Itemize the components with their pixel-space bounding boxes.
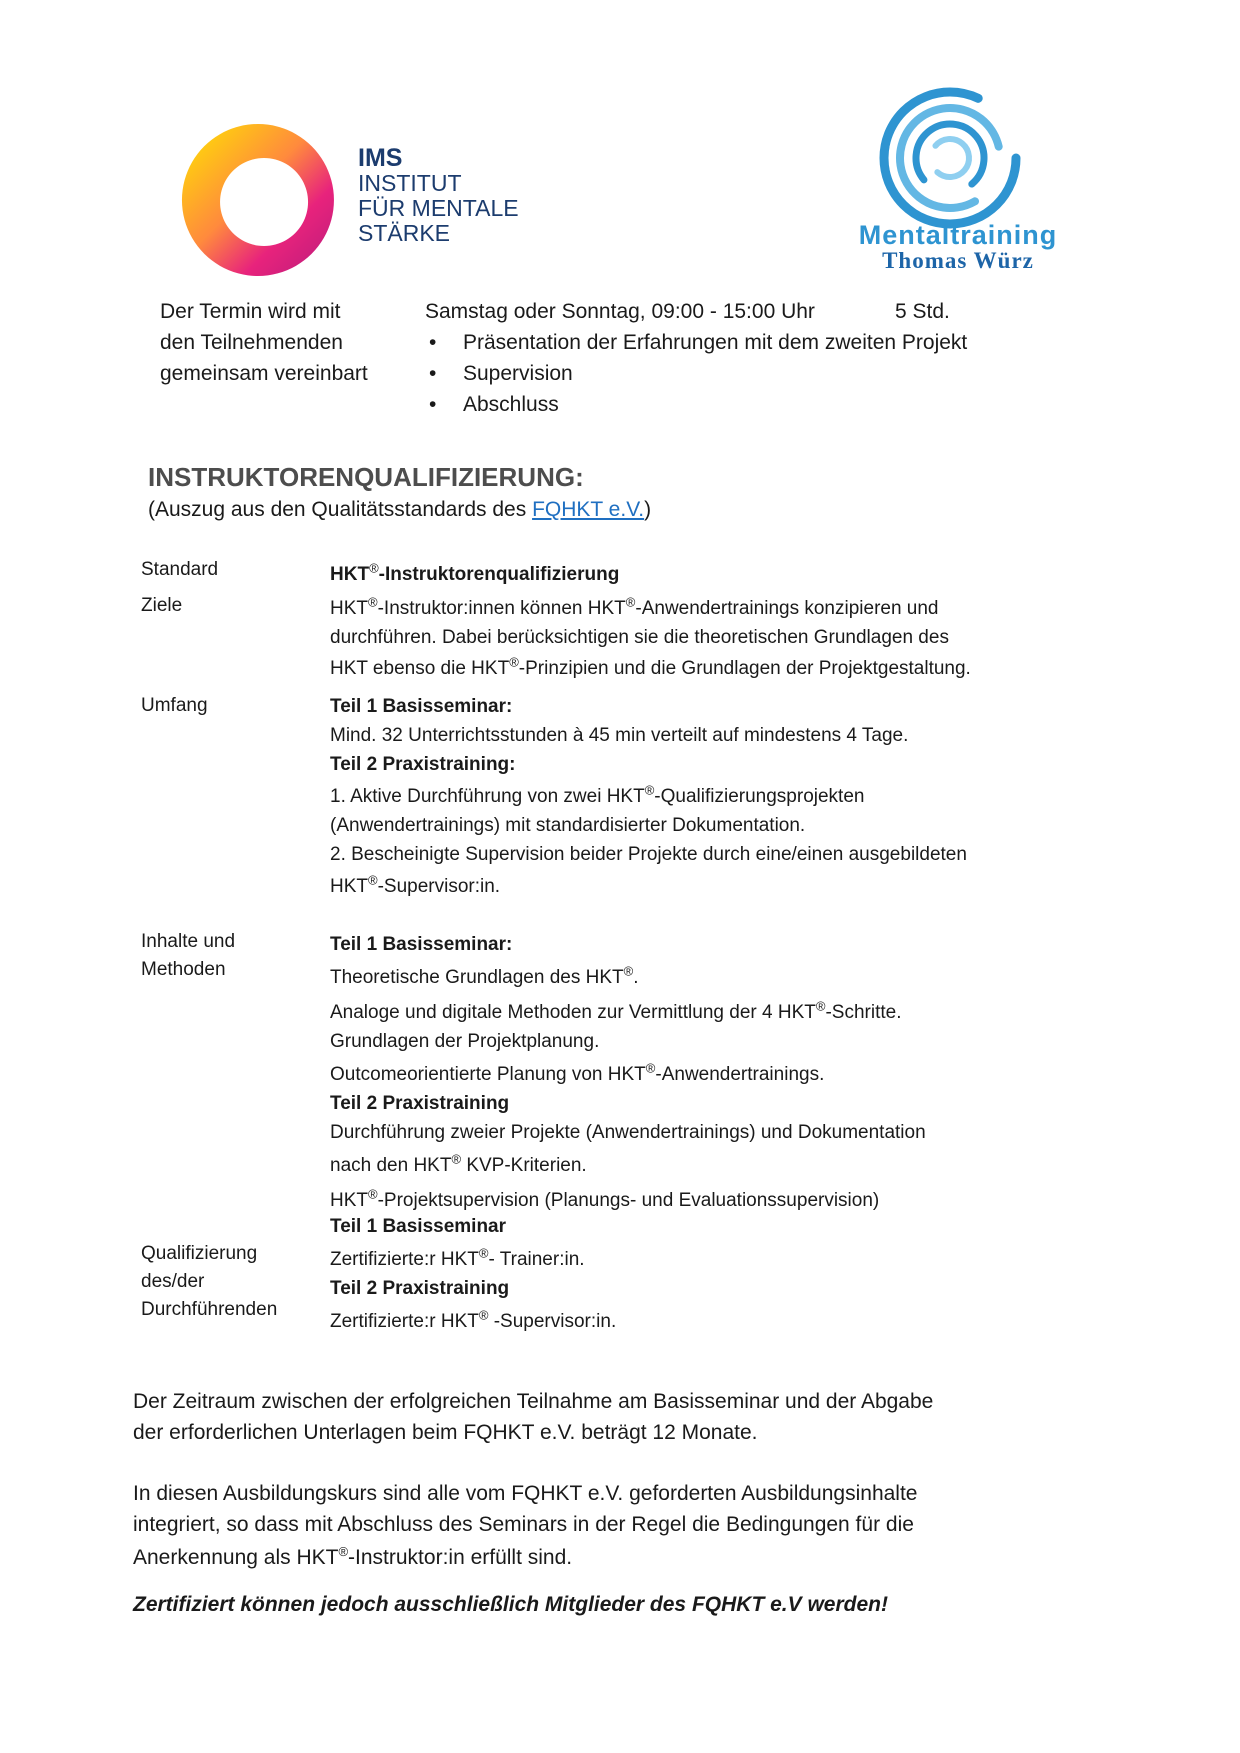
list-item: • Präsentation der Erfahrungen mit dem zweiten Projekt (425, 327, 1145, 358)
schedule-list (425, 327, 1145, 420)
label-ziele: Ziele (141, 595, 183, 616)
label-standard: Standard (141, 559, 219, 580)
ims-line1: INSTITUT (358, 170, 462, 196)
umfang-content: Teil 1 Basisseminar: Mind. 32 Unterrichtsstunden à 45 min verteilt auf mindestens 4 Tage. Teil 2 Praxistraining: 1. Aktive Durchführung von zwei HKT®-Qualifizierungsprojekten (Anwendertrainings) mit standardisierter Dokumentation. 2. Bescheinigte Supervision beider Projekte durch eine/einen ausgebildeten HKT®-Supervisor:in. (330, 696, 967, 897)
standard-title: HKT®-Instruktorenqualifizierung (330, 560, 620, 585)
paragraph-zeitraum: Der Zeitraum zwischen der erfolgreichen Teilnahme am Basisseminar und der Abgabe der erforderlichen Unterlagen beim FQHKT e.V. beträgt 12 Monate. (133, 1390, 934, 1444)
section-subtitle: (Auszug aus den Qualitätsstandards des FQHKT e.V.) (148, 498, 652, 521)
ims-wordmark (358, 146, 519, 246)
label-umfang: Umfang (141, 695, 208, 716)
inhalte-content: Teil 1 Basisseminar: Theoretische Grundlagen des HKT®. Analoge und digitale Methoden zur Vermittlung der 4 HKT®-Schritte. Grundlagen der Projektplanung. Outcomeorientierte Planung von HKT®-Anwendertrainings. Teil 2 Praxistraining Durchführung zweier Projekte (Anwendertrainings) und Dokumentation nach den HKT® KVP-Kriterien. HKT®-Projektsupervision (Planungs- und Evaluationssupervision) (330, 934, 926, 1211)
paragraph-ausbildung: In diesen Ausbildungskurs sind alle vom FQHKT e.V. geforderten Ausbildungsinhalte integriert, so dass mit Abschluss des Seminars in der Regel die Bedingungen für die Anerkennung als HKT®-Instruktor:in erfüllt sind. (133, 1482, 918, 1569)
ims-line3: STÄRKE (358, 220, 451, 246)
ims-abbr: IMS (358, 144, 403, 172)
schedule-details (425, 296, 1145, 420)
mentaltraining-owner: Thomas Würz (882, 248, 1034, 273)
schedule-note: Der Termin wird mit den Teilnehmenden gemeinsam vereinbart (160, 300, 368, 385)
section-title: INSTRUKTORENQUALIFIZIERUNG: (148, 462, 584, 492)
list-item: • Supervision (425, 358, 1145, 389)
mentaltraining-spiral-logo (876, 84, 1024, 232)
ziele-content: HKT®-Instruktor:innen können HKT®-Anwendertrainings konzipieren und durchführen. Dabei berücksichtigen sie die theoretischen Grundlagen des HKT ebenso die HKT®-Prinzipien und die Grundlagen der Projektgestaltung. (330, 594, 971, 679)
ims-ring-logo (178, 120, 338, 280)
list-item: • Abschluss (425, 389, 1145, 420)
qualifizierung-content: Teil 1 Basisseminar Zertifizierte:r HKT®- Trainer:in. Teil 2 Praxistraining Zertifizierte:r HKT® -Supervisor:in. (330, 1216, 617, 1332)
final-note: Zertifiziert können jedoch ausschließlich Mitglieder des FQHKT e.V werden! (133, 1593, 888, 1616)
schedule-time: Samstag oder Sonntag, 09:00 - 15:00 Uhr (425, 300, 815, 323)
schedule-duration: 5 Std. (895, 300, 950, 323)
ims-line2: FÜR MENTALE (358, 195, 519, 221)
mentaltraining-name: Mentaltraining (858, 220, 1058, 250)
label-qualifizierung: Qualifizierung des/der Durchführenden (141, 1243, 278, 1320)
label-inhalte: Inhalte und Methoden (141, 931, 236, 980)
fqhkt-link[interactable]: FQHKT e.V. (532, 498, 645, 521)
